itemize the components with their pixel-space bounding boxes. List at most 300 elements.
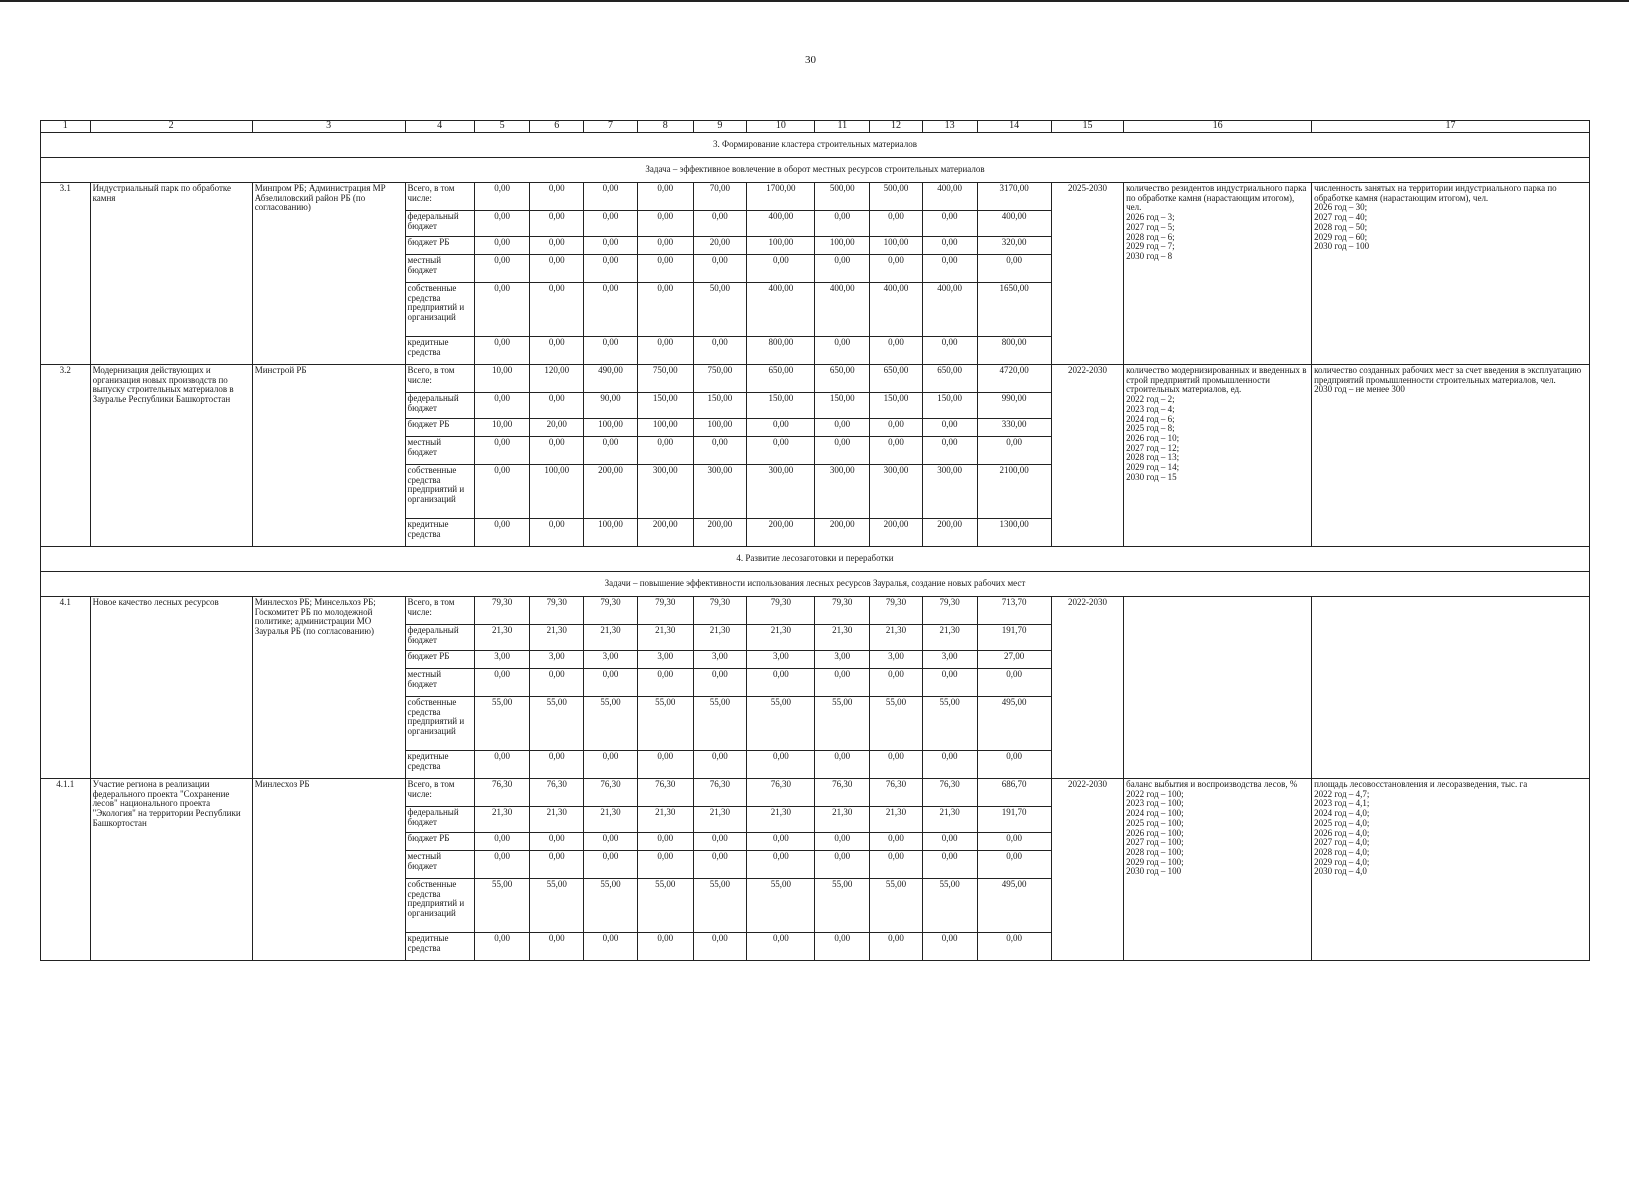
funding-value: 750,00 <box>637 365 693 393</box>
column-number: 2 <box>90 121 252 133</box>
funding-value: 0,00 <box>747 437 815 465</box>
column-number: 1 <box>41 121 91 133</box>
indicator-16 <box>1124 365 1312 547</box>
funding-value: 3,00 <box>693 651 747 669</box>
funding-value: 0,00 <box>637 751 693 779</box>
funding-value: 0,00 <box>922 255 977 283</box>
funding-value: 79,30 <box>815 597 870 625</box>
funding-value: 0,00 <box>474 337 530 365</box>
section-task-row <box>41 572 1590 597</box>
funding-value: 0,00 <box>922 933 977 961</box>
funding-value: 100,00 <box>693 419 747 437</box>
indicator-line: 2028 год – 6; <box>1126 231 1175 242</box>
funding-value: 320,00 <box>977 237 1051 255</box>
funding-value: 0,00 <box>870 211 923 237</box>
funding-value: 0,00 <box>977 751 1051 779</box>
funding-value: 0,00 <box>747 419 815 437</box>
funding-value: 330,00 <box>977 419 1051 437</box>
funding-value: 3,00 <box>815 651 870 669</box>
funding-value: 650,00 <box>747 365 815 393</box>
indicator-17 <box>1312 597 1590 779</box>
indicator-line: 2022 год – 2; <box>1126 394 1175 405</box>
funding-value: 0,00 <box>870 833 923 851</box>
funding-value: 21,30 <box>922 625 977 651</box>
funding-value: 79,30 <box>747 597 815 625</box>
indicator-line: 2023 год – 4,1; <box>1314 798 1370 809</box>
funding-value: 0,00 <box>977 833 1051 851</box>
funding-value: 0,00 <box>584 283 638 337</box>
indicator-line: 2027 год – 40; <box>1314 212 1368 223</box>
item-executor: Минлесхоз РБ <box>252 779 405 961</box>
section-title-row <box>41 547 1590 572</box>
indicator-line: 2030 год – 8 <box>1126 251 1173 262</box>
funding-row <box>41 597 1590 625</box>
funding-value: 0,00 <box>977 933 1051 961</box>
item-number: 4.1 <box>41 597 91 779</box>
funding-value: 21,30 <box>815 625 870 651</box>
funding-value: 650,00 <box>815 365 870 393</box>
funding-value: 100,00 <box>815 237 870 255</box>
funding-value: 21,30 <box>637 625 693 651</box>
funding-value: 100,00 <box>530 465 584 519</box>
funding-source-label: федеральный бюджет <box>405 211 474 237</box>
funding-value: 200,00 <box>815 519 870 547</box>
funding-value: 0,00 <box>747 255 815 283</box>
funding-value: 1700,00 <box>747 183 815 211</box>
funding-value: 200,00 <box>637 519 693 547</box>
indicator-16 <box>1124 779 1312 961</box>
column-number: 17 <box>1312 121 1590 133</box>
funding-value: 750,00 <box>693 365 747 393</box>
indicator-16 <box>1124 183 1312 365</box>
funding-value: 0,00 <box>584 211 638 237</box>
funding-source-label: собственные средства предприятий и организаций <box>405 283 474 337</box>
funding-value: 0,00 <box>637 337 693 365</box>
funding-value: 0,00 <box>530 669 584 697</box>
funding-value: 0,00 <box>530 255 584 283</box>
indicator-line: 2022 год – 100; <box>1126 788 1184 799</box>
indicator-line: 2026 год – 3; <box>1126 212 1175 223</box>
funding-value: 1650,00 <box>977 283 1051 337</box>
funding-value: 55,00 <box>637 879 693 933</box>
funding-value: 0,00 <box>922 669 977 697</box>
indicator-line: 2028 год – 4,0; <box>1314 847 1370 858</box>
indicator-line: 2029 год – 4,0; <box>1314 856 1370 867</box>
funding-value: 0,00 <box>815 419 870 437</box>
indicator-line: 2024 год – 100; <box>1126 808 1184 819</box>
funding-value: 191,70 <box>977 807 1051 833</box>
funding-value: 3,00 <box>870 651 923 669</box>
funding-value: 55,00 <box>815 879 870 933</box>
indicator-line: 2029 год – 100; <box>1126 856 1184 867</box>
funding-value: 20,00 <box>530 419 584 437</box>
indicator-line: 2030 год – 15 <box>1126 471 1177 482</box>
funding-value: 500,00 <box>870 183 923 211</box>
indicator-line: 2025 год – 100; <box>1126 817 1184 828</box>
funding-value: 0,00 <box>637 255 693 283</box>
indicator-line: 2027 год – 5; <box>1126 221 1175 232</box>
column-number: 3 <box>252 121 405 133</box>
funding-source-label: кредитные средства <box>405 751 474 779</box>
funding-source-label: бюджет РБ <box>405 237 474 255</box>
funding-value: 21,30 <box>530 807 584 833</box>
indicator-line: 2027 год – 100; <box>1126 837 1184 848</box>
funding-value: 21,30 <box>637 807 693 833</box>
funding-value: 0,00 <box>584 337 638 365</box>
funding-value: 0,00 <box>747 669 815 697</box>
funding-value: 0,00 <box>530 237 584 255</box>
funding-value: 0,00 <box>474 833 530 851</box>
funding-value: 90,00 <box>584 393 638 419</box>
funding-value: 0,00 <box>693 669 747 697</box>
funding-value: 0,00 <box>977 255 1051 283</box>
funding-value: 400,00 <box>747 211 815 237</box>
funding-value: 0,00 <box>815 851 870 879</box>
funding-value: 150,00 <box>870 393 923 419</box>
funding-value: 0,00 <box>637 283 693 337</box>
funding-value: 4720,00 <box>977 365 1051 393</box>
funding-value: 400,00 <box>747 283 815 337</box>
funding-value: 27,00 <box>977 651 1051 669</box>
indicator-line: 2022 год – 4,7; <box>1314 788 1370 799</box>
item-number: 3.1 <box>41 183 91 365</box>
funding-value: 0,00 <box>584 183 638 211</box>
section-title-row <box>41 133 1590 158</box>
funding-value: 3,00 <box>530 651 584 669</box>
funding-value: 0,00 <box>474 437 530 465</box>
funding-row <box>41 779 1590 807</box>
indicator-line: 2026 год – 30; <box>1314 202 1368 213</box>
funding-value: 3,00 <box>474 651 530 669</box>
funding-value: 0,00 <box>637 211 693 237</box>
funding-value: 650,00 <box>870 365 923 393</box>
funding-value: 76,30 <box>747 779 815 807</box>
funding-value: 0,00 <box>530 851 584 879</box>
funding-value: 1300,00 <box>977 519 1051 547</box>
funding-value: 0,00 <box>474 183 530 211</box>
funding-value: 21,30 <box>530 625 584 651</box>
funding-value: 21,30 <box>474 625 530 651</box>
funding-value: 76,30 <box>637 779 693 807</box>
funding-value: 3,00 <box>747 651 815 669</box>
column-number: 16 <box>1124 121 1312 133</box>
indicator-line: 2028 год – 100; <box>1126 847 1184 858</box>
funding-value: 0,00 <box>815 211 870 237</box>
funding-row <box>41 365 1590 393</box>
funding-source-label: собственные средства предприятий и организаций <box>405 697 474 751</box>
funding-value: 0,00 <box>815 669 870 697</box>
funding-source-label: федеральный бюджет <box>405 625 474 651</box>
column-number: 8 <box>637 121 693 133</box>
indicator-line: площадь лесовосстановления и лесоразведения, тыс. га <box>1314 779 1528 789</box>
indicator-line: 2028 год – 50; <box>1314 221 1368 232</box>
funding-value: 0,00 <box>474 519 530 547</box>
indicator-line: количество модернизированных и введенных в строй предприятий промышленности строительных материалов, ед. <box>1126 365 1307 395</box>
indicator-line: количество созданных рабочих мест за счет введения в эксплуатацию предприятий промышленности строительных материалов, чел. <box>1314 365 1582 385</box>
funding-value: 21,30 <box>747 807 815 833</box>
funding-value: 0,00 <box>922 419 977 437</box>
funding-value: 79,30 <box>637 597 693 625</box>
funding-value: 100,00 <box>637 419 693 437</box>
indicator-line: 2029 год – 60; <box>1314 231 1368 242</box>
funding-value: 300,00 <box>922 465 977 519</box>
indicator-line: 2030 год – 4,0 <box>1314 866 1367 877</box>
funding-source-label: Всего, в том числе: <box>405 597 474 625</box>
funding-value: 200,00 <box>693 519 747 547</box>
funding-value: 0,00 <box>474 237 530 255</box>
column-number-row <box>41 121 1590 133</box>
funding-value: 0,00 <box>530 393 584 419</box>
item-period: 2022-2030 <box>1051 365 1123 547</box>
funding-value: 76,30 <box>815 779 870 807</box>
funding-value: 55,00 <box>747 879 815 933</box>
funding-value: 0,00 <box>870 419 923 437</box>
funding-value: 495,00 <box>977 697 1051 751</box>
funding-source-label: Всего, в том числе: <box>405 779 474 807</box>
funding-value: 400,00 <box>870 283 923 337</box>
item-period: 2022-2030 <box>1051 597 1123 779</box>
funding-value: 0,00 <box>693 211 747 237</box>
column-number: 9 <box>693 121 747 133</box>
item-name: Модернизация действующих и организация новых производств по выпуску строительных материалов в Зауралье Республики Башкортостан <box>90 365 252 547</box>
indicator-line: 2027 год – 4,0; <box>1314 837 1370 848</box>
funding-value: 0,00 <box>530 211 584 237</box>
funding-value: 0,00 <box>584 933 638 961</box>
funding-value: 70,00 <box>693 183 747 211</box>
funding-value: 0,00 <box>584 437 638 465</box>
indicator-17 <box>1312 183 1590 365</box>
funding-value: 76,30 <box>922 779 977 807</box>
funding-source-label: собственные средства предприятий и организаций <box>405 465 474 519</box>
funding-value: 150,00 <box>693 393 747 419</box>
funding-value: 3,00 <box>637 651 693 669</box>
indicator-17 <box>1312 365 1590 547</box>
funding-value: 0,00 <box>815 337 870 365</box>
funding-value: 10,00 <box>474 419 530 437</box>
indicator-16 <box>1124 597 1312 779</box>
funding-value: 100,00 <box>584 419 638 437</box>
funding-value: 0,00 <box>637 851 693 879</box>
funding-value: 0,00 <box>870 437 923 465</box>
funding-source-label: кредитные средства <box>405 337 474 365</box>
funding-value: 150,00 <box>637 393 693 419</box>
column-number: 13 <box>922 121 977 133</box>
column-number: 7 <box>584 121 638 133</box>
funding-value: 300,00 <box>747 465 815 519</box>
funding-source-label: собственные средства предприятий и организаций <box>405 879 474 933</box>
funding-value: 55,00 <box>815 697 870 751</box>
funding-source-label: федеральный бюджет <box>405 807 474 833</box>
funding-source-label: местный бюджет <box>405 669 474 697</box>
funding-value: 0,00 <box>637 833 693 851</box>
funding-source-label: федеральный бюджет <box>405 393 474 419</box>
funding-value: 0,00 <box>530 437 584 465</box>
funding-value: 0,00 <box>815 833 870 851</box>
funding-value: 0,00 <box>870 933 923 961</box>
section-title: 3. Формирование кластера строительных материалов <box>41 133 1590 158</box>
funding-value: 3170,00 <box>977 183 1051 211</box>
funding-value: 3,00 <box>922 651 977 669</box>
funding-value: 79,30 <box>474 597 530 625</box>
funding-value: 21,30 <box>747 625 815 651</box>
funding-value: 21,30 <box>693 807 747 833</box>
funding-value: 0,00 <box>637 237 693 255</box>
indicator-line: 2028 год – 13; <box>1126 452 1180 463</box>
column-number: 10 <box>747 121 815 133</box>
top-rule <box>0 0 1629 2</box>
indicator-line: 2030 год – 100 <box>1314 241 1370 252</box>
program-table <box>40 120 1590 961</box>
funding-value: 55,00 <box>693 697 747 751</box>
funding-value: 0,00 <box>693 833 747 851</box>
item-period: 2025-2030 <box>1051 183 1123 365</box>
funding-value: 150,00 <box>747 393 815 419</box>
funding-value: 55,00 <box>584 697 638 751</box>
funding-value: 686,70 <box>977 779 1051 807</box>
funding-row <box>41 183 1590 211</box>
funding-value: 0,00 <box>530 751 584 779</box>
funding-value: 0,00 <box>870 669 923 697</box>
section-title: 4. Развитие лесозаготовки и переработки <box>41 547 1590 572</box>
funding-value: 0,00 <box>693 255 747 283</box>
funding-value: 0,00 <box>693 437 747 465</box>
funding-value: 495,00 <box>977 879 1051 933</box>
column-number: 12 <box>870 121 923 133</box>
funding-value: 0,00 <box>870 255 923 283</box>
funding-value: 0,00 <box>474 933 530 961</box>
funding-value: 400,00 <box>815 283 870 337</box>
funding-value: 400,00 <box>922 183 977 211</box>
funding-value: 300,00 <box>637 465 693 519</box>
funding-value: 490,00 <box>584 365 638 393</box>
section-task: Задачи – повышение эффективности использования лесных ресурсов Зауралья, создание новых рабочих мест <box>41 572 1590 597</box>
funding-value: 800,00 <box>977 337 1051 365</box>
funding-value: 55,00 <box>693 879 747 933</box>
funding-source-label: Всего, в том числе: <box>405 365 474 393</box>
funding-value: 21,30 <box>693 625 747 651</box>
funding-value: 0,00 <box>922 751 977 779</box>
section-task-row <box>41 158 1590 183</box>
funding-value: 0,00 <box>584 751 638 779</box>
funding-source-label: кредитные средства <box>405 519 474 547</box>
funding-source-label: местный бюджет <box>405 255 474 283</box>
indicator-line: 2026 год – 100; <box>1126 827 1184 838</box>
funding-value: 0,00 <box>474 851 530 879</box>
funding-value: 300,00 <box>693 465 747 519</box>
funding-value: 0,00 <box>474 211 530 237</box>
indicator-line: 2030 год – не менее 300 <box>1314 384 1405 395</box>
funding-value: 0,00 <box>693 851 747 879</box>
funding-value: 76,30 <box>530 779 584 807</box>
indicator-line: численность занятых на территории индустриального парка по обработке камня (нарастающим итогом), чел. <box>1314 183 1557 203</box>
funding-value: 0,00 <box>815 437 870 465</box>
funding-value: 150,00 <box>922 393 977 419</box>
funding-value: 0,00 <box>977 437 1051 465</box>
funding-value: 50,00 <box>693 283 747 337</box>
indicator-line: 2030 год – 100 <box>1126 866 1182 877</box>
item-name: Новое качество лесных ресурсов <box>90 597 252 779</box>
indicator-line: 2029 год – 7; <box>1126 241 1175 252</box>
funding-source-label: Всего, в том числе: <box>405 183 474 211</box>
section-task: Задача – эффективное вовлечение в оборот местных ресурсов строительных материалов <box>41 158 1590 183</box>
indicator-line: 2026 год – 10; <box>1126 433 1180 444</box>
funding-source-label: местный бюджет <box>405 437 474 465</box>
indicator-line: 2023 год – 4; <box>1126 403 1175 414</box>
funding-value: 400,00 <box>922 283 977 337</box>
funding-value: 0,00 <box>815 751 870 779</box>
funding-value: 0,00 <box>922 833 977 851</box>
funding-value: 100,00 <box>584 519 638 547</box>
column-number: 6 <box>530 121 584 133</box>
funding-value: 10,00 <box>474 365 530 393</box>
indicator-17 <box>1312 779 1590 961</box>
funding-value: 79,30 <box>922 597 977 625</box>
funding-value: 0,00 <box>530 283 584 337</box>
funding-value: 55,00 <box>870 697 923 751</box>
funding-value: 55,00 <box>870 879 923 933</box>
indicator-line: 2024 год – 4,0; <box>1314 808 1370 819</box>
item-executor: Минлесхоз РБ; Минсельхоз РБ; Госкомитет РБ по молодежной политике; администрации МО Зауралья РБ (по согласованию) <box>252 597 405 779</box>
funding-value: 0,00 <box>693 751 747 779</box>
funding-value: 79,30 <box>584 597 638 625</box>
funding-value: 55,00 <box>747 697 815 751</box>
funding-value: 0,00 <box>584 669 638 697</box>
column-number: 14 <box>977 121 1051 133</box>
funding-value: 55,00 <box>922 697 977 751</box>
funding-value: 76,30 <box>584 779 638 807</box>
funding-value: 76,30 <box>693 779 747 807</box>
funding-value: 0,00 <box>922 237 977 255</box>
funding-value: 100,00 <box>870 237 923 255</box>
funding-value: 79,30 <box>530 597 584 625</box>
funding-value: 150,00 <box>815 393 870 419</box>
funding-value: 0,00 <box>584 851 638 879</box>
funding-value: 0,00 <box>637 669 693 697</box>
funding-value: 21,30 <box>474 807 530 833</box>
funding-value: 21,30 <box>922 807 977 833</box>
funding-value: 0,00 <box>530 833 584 851</box>
funding-value: 0,00 <box>474 255 530 283</box>
funding-value: 0,00 <box>474 393 530 419</box>
funding-value: 21,30 <box>870 807 923 833</box>
funding-value: 0,00 <box>693 337 747 365</box>
funding-value: 0,00 <box>747 833 815 851</box>
item-executor: Минстрой РБ <box>252 365 405 547</box>
funding-value: 500,00 <box>815 183 870 211</box>
funding-value: 0,00 <box>815 255 870 283</box>
funding-value: 0,00 <box>870 851 923 879</box>
funding-value: 79,30 <box>693 597 747 625</box>
funding-value: 3,00 <box>584 651 638 669</box>
funding-value: 21,30 <box>815 807 870 833</box>
funding-value: 0,00 <box>474 669 530 697</box>
funding-value: 800,00 <box>747 337 815 365</box>
funding-value: 0,00 <box>693 933 747 961</box>
funding-value: 0,00 <box>530 519 584 547</box>
item-number: 3.2 <box>41 365 91 547</box>
funding-value: 0,00 <box>530 183 584 211</box>
funding-value: 55,00 <box>474 697 530 751</box>
funding-value: 21,30 <box>584 807 638 833</box>
funding-value: 0,00 <box>922 851 977 879</box>
funding-value: 0,00 <box>474 465 530 519</box>
funding-value: 0,00 <box>637 183 693 211</box>
funding-value: 400,00 <box>977 211 1051 237</box>
funding-value: 0,00 <box>530 337 584 365</box>
indicator-line: 2026 год – 4,0; <box>1314 827 1370 838</box>
funding-value: 300,00 <box>815 465 870 519</box>
item-name: Индустриальный парк по обработке камня <box>90 183 252 365</box>
